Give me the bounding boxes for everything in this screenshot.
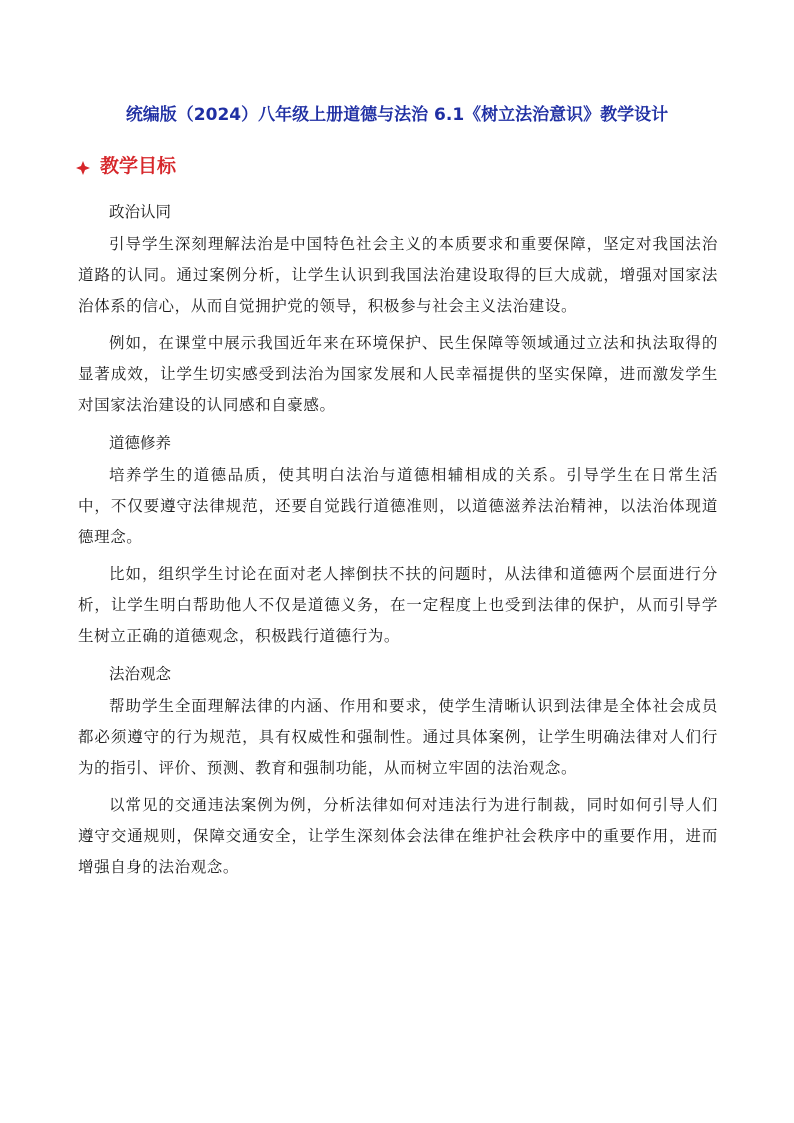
paragraph: 培养学生的道德品质，使其明白法治与道德相辅相成的关系。引导学生在日常生活中，不仅要遵守法律规范，还要自觉践行道德准则，以道德滋养法治精神，以法治体现道德理念。 [78,466,718,546]
paragraph: 帮助学生全面理解法律的内涵、作用和要求，使学生清晰认识到法律是全体社会成员都必须遵守的行为规范，具有权威性和强制性。通过具体案例，让学生明确法律对人们行为的指引、评价、预测、教育和强制功能，从而树立牢固的法治观念。 [78,697,718,777]
diamond-bullet-icon [76,158,90,172]
subhead-politics: 政治认同 [109,203,172,221]
paragraph: 以常见的交通违法案例为例，分析法律如何对违法行为进行制裁，同时如何引导人们遵守交通规则，保障交通安全，让学生深刻体会法律在维护社会秩序中的重要作用，进而增强自身的法治观念。 [78,796,718,876]
paragraph: 例如，在课堂中展示我国近年来在环境保护、民生保障等领域通过立法和执法取得的显著成效，让学生切实感受到法治为国家发展和人民幸福提供的坚实保障，进而激发学生对国家法治建设的认同感和自豪感。 [78,334,718,414]
subhead-morality: 道德修养 [109,434,172,452]
section-heading [76,151,176,178]
section-heading-text: 教学目标 [100,155,177,177]
paragraph: 引导学生深刻理解法治是中国特色社会主义的本质要求和重要保障，坚定对我国法治道路的认同。通过案例分析，让学生认识到我国法治建设取得的巨大成就，增强对国家法治体系的信心，从而自觉拥护党的领导，积极参与社会主义法治建设。 [78,235,718,315]
document-body [78,196,718,889]
subhead-rule-of-law: 法治观念 [109,665,172,683]
paragraph: 比如，组织学生讨论在面对老人摔倒扶不扶的问题时，从法律和道德两个层面进行分析，让学生明白帮助他人不仅是道德义务，在一定程度上也受到法律的保护，从而引导学生树立正确的道德观念，积极践行道德行为。 [78,565,718,645]
document-title: 统编版（2024）八年级上册道德与法治 6.1《树立法治意识》教学设计 [125,105,669,125]
